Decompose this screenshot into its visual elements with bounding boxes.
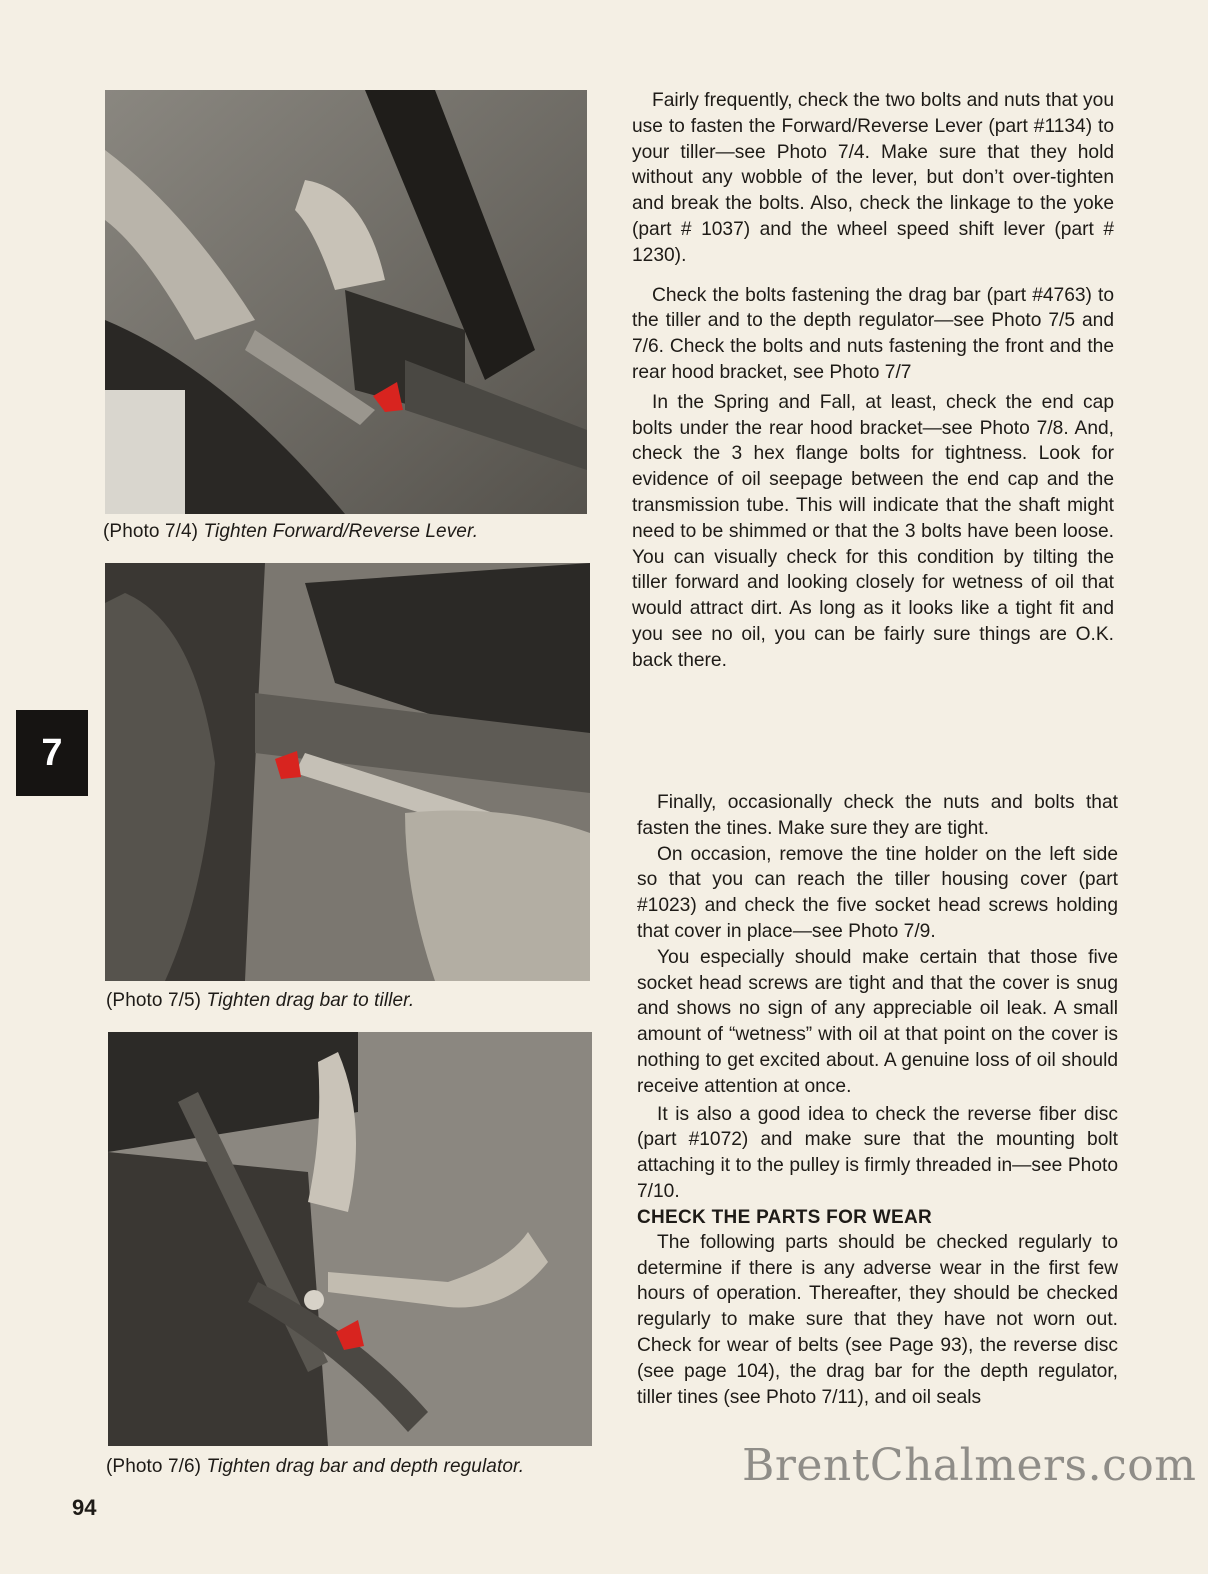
paragraph: You especially should make certain that those five socket head screws are tight and that the cover is snug and shows no sign of any appreciable oil leak. A small amount of “wetness” with oil at that point on the cover is nothing to get excited about. A genuine loss of oil should receive attention at once. [637,946,1118,1097]
photo-caption [103,520,478,544]
caption-ref: (Photo 7/5) [106,990,202,1011]
page-number: 94 [72,1495,97,1520]
caption-text: Tighten drag bar and depth regulator. [206,1456,525,1477]
caption-text: Tighten drag bar to tiller. [206,990,415,1011]
caption-ref: (Photo 7/6) [106,1456,202,1477]
photo-drag-bar-to-tiller [105,563,590,981]
photo-caption [106,989,414,1013]
watermark: BrentChalmers.com [742,1440,1197,1491]
caption-text: Tighten Forward/Reverse Lever. [203,521,479,542]
paragraph: Finally, occasionally check the nuts and bolts that fasten the tines. Make sure they are tight. [637,792,1118,839]
paragraph: On occasion, remove the tine holder on the left side so that you can reach the tiller housing cover (part #1023) and check the five socket head screws holding that cover in place—see Photo 7/9. [637,843,1118,942]
chapter-tab: 7 [16,710,88,796]
paragraph: The following parts should be checked regularly to determine if there is any adverse wear in the first few hours of operation. Thereafter, they should be checked regularly to make sure that they have not worn out. Check for wear of belts (see Page 93), the reverse disc (see page 104), the drag bar for the depth regulator, tiller tines (see Photo 7/11), and oil seals [637,1231,1118,1408]
photo-forward-reverse-lever [105,90,587,514]
photo-caption [106,1455,524,1479]
text-column-lower [637,790,1118,1410]
caption-ref: (Photo 7/4) [103,521,199,542]
paragraph: In the Spring and Fall, at least, check the end cap bolts under the rear hood bracket—see Photo 7/8. And, check the 3 hex flange bolts for tightness. Look for evidence of oil seepage between the end cap and the transmission tube. This will indicate that the shaft might need to be shimmed or that the 3 bolts have been loose. You can visually check for this condition by tilting the tiller forward and looking closely for wetness of oil that would attract dirt. As long as it looks like a tight fit and you see no oil, you can be fairly sure things are O.K. back there. [632,391,1114,671]
section-heading: CHECK THE PARTS FOR WEAR [637,1206,933,1228]
text-column-upper [632,88,1114,674]
paragraph: Fairly frequently, check the two bolts and nuts that you use to fasten the Forward/Reverse Lever (part #1134) to your tiller—see Photo 7/4. Make sure that they hold without any wobble of the lever, but don’t over-tighten and break the bolts. Also, check the linkage to the yoke (part # 1037) and the wheel speed shift lever (part # 1230). [632,90,1114,266]
photo-drag-bar-depth-regulator [108,1032,592,1446]
photo-7-4-image [105,90,587,514]
paragraph: Check the bolts fastening the drag bar (part #4763) to the tiller and to the depth regulator—see Photo 7/5 and 7/6. Check the bolts and nuts fastening the front and the rear hood bracket, see Photo 7/7 [632,284,1114,383]
photo-7-6-image [108,1032,592,1446]
photo-7-5-image [105,563,590,981]
paragraph: It is also a good idea to check the reverse fiber disc (part #1072) and make sure that the mounting bolt attaching it to the pulley is firmly threaded in—see Photo 7/10. [637,1103,1118,1202]
